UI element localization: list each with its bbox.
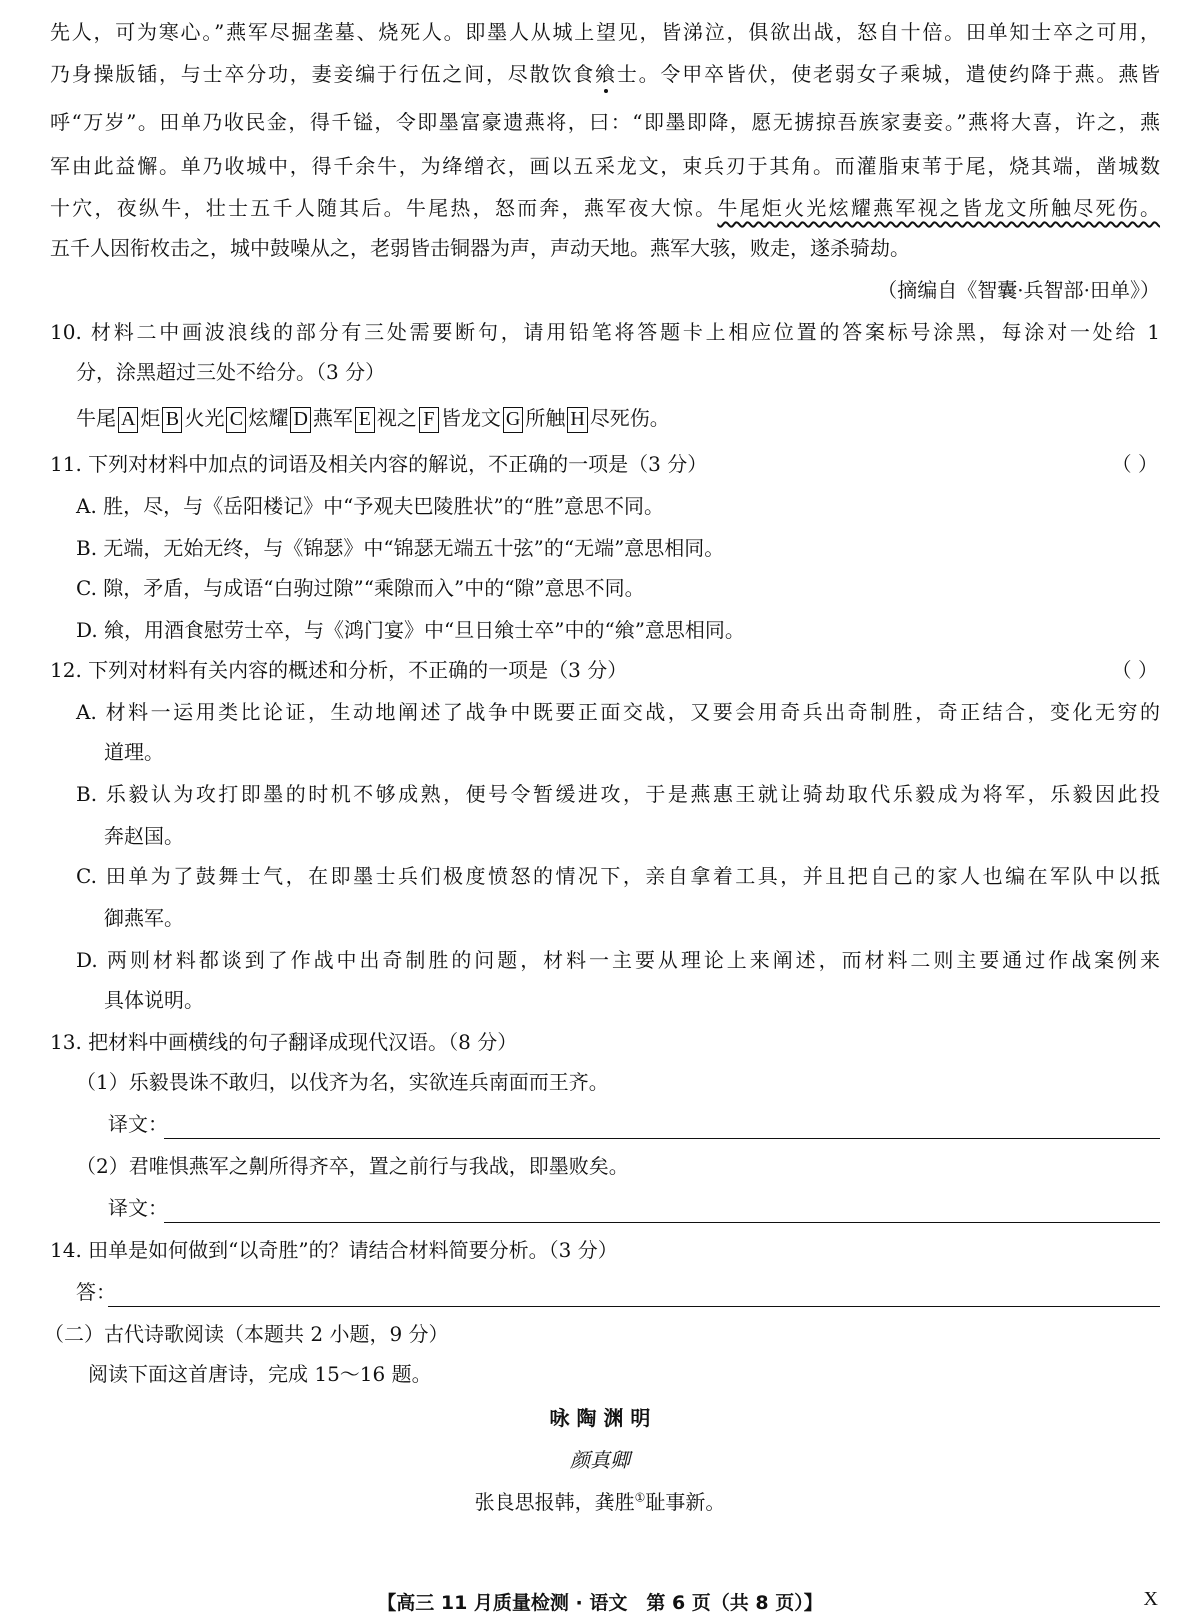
q10-mark-f[interactable]: F [419,407,439,433]
q10-options [76,404,1160,433]
q11-answer-paren: （ ） [1111,452,1158,476]
footnote-marker: ① [634,1490,646,1505]
poem-title: 咏 陶 渊 明 [549,1406,651,1430]
q10-segment: 火光 [184,406,225,430]
q10-segment: 炬 [140,406,161,430]
passage-text: 乃身操版锸，与士卒分功，妻妾编于行伍之间，尽散饮食 [50,62,595,86]
q12-stem: 12. 下列对材料有关内容的概述和分析，不正确的一项是（3 分） [50,658,628,682]
poem-line-1 [0,1486,1200,1515]
wavy-underlined-sentence: 牛尾炬火光炫耀燕军视之皆龙文所触尽死伤。 [717,196,1161,220]
passage-line-5 [50,194,1160,222]
passage-line-1: 先人，可为寒心。”燕军尽掘垄墓、烧死人。即墨人从城上望见，皆涕泣，俱欲出战，怒自十倍。田单知士卒之可用， [50,20,1160,44]
q10-segment: 皆龙文 [440,406,501,430]
passage-line-6: 五千人因衔枚击之，城中鼓噪从之，老弱皆击铜器为声，声动天地。燕军大骇，败走，遂杀骑劫。 [50,236,910,260]
q10-segment: 视之 [376,406,417,430]
q10-mark-a[interactable]: A [118,407,138,433]
poem-text: 耻事新。 [645,1490,726,1514]
q10-segment: 燕军 [312,406,353,430]
q12-answer-paren: （ ） [1111,658,1158,682]
q10-segment: 所触 [525,406,566,430]
q11-option-c: C. 隙，矛盾，与成语“白驹过隙”“乘隙而入”中的“隙”意思不同。 [76,576,645,600]
passage-source: （摘编自《智囊·兵智部·田单》） [877,278,1160,302]
q12-option-c-line-2: 御燕军。 [104,906,184,930]
q11-stem: 11. 下列对材料中加点的词语及相关内容的解说，不正确的一项是（3 分） [50,452,708,476]
passage-text: 十穴，夜纵牛，壮士五千人随其后。牛尾热，怒而奔，燕军夜大惊。 [50,196,718,220]
q10-mark-e[interactable]: E [355,407,375,433]
section-2-title: （二）古代诗歌阅读（本题共 2 小题，9 分） [44,1322,449,1346]
q10-mark-h[interactable]: H [567,407,587,433]
passage-line-4: 军由此益懈。单乃收城中，得千余牛，为绛缯衣，画以五采龙文，束兵刃于其角。而灌脂束苇于尾，烧其端，凿城数 [50,154,1160,178]
page-footer: 【高三 11 月质量检测 · 语文 第 6 页（共 8 页）】 [377,1592,823,1614]
q11-option-d: D. 飨，用酒食慰劳士卒，与《鸿门宴》中“旦日飨士卒”中的“飨”意思相同。 [76,618,745,642]
q10-mark-c[interactable]: C [226,407,246,433]
q10-mark-b[interactable]: B [162,407,182,433]
q10-segment: 牛尾 [76,406,116,430]
q13-stem: 13. 把材料中画横线的句子翻译成现代汉语。（8 分） [50,1030,518,1054]
q11-option-a: A. 胜，尽，与《岳阳楼记》中“予观夫巴陵胜状”的“胜”意思不同。 [76,494,665,518]
q12-option-b-line-2: 奔赵国。 [104,824,184,848]
q11-option-b: B. 无端，无始无终，与《锦瑟》中“锦瑟无端五十弦”的“无端”意思相同。 [76,536,725,560]
dotted-char: 飨 [595,62,617,86]
passage-line-3: 呼“万岁”。田单乃收民金，得千镒，令即墨富豪遗燕将，曰：“即墨即降，愿无掳掠吾族家妻妾。”燕将大喜，许之，燕 [50,110,1160,134]
q14-answer-line[interactable] [108,1280,1160,1307]
paper-version-mark: X [1143,1588,1158,1610]
q12-option-d-line-1: D. 两则材料都谈到了作战中出奇制胜的问题，材料一主要从理论上来阐述，而材料二则主要通过作战案例来 [76,948,1160,972]
q14-answer-label: 答： [76,1280,116,1304]
q10-stem-line-2: 分，涂黑超过三处不给分。（3 分） [76,360,386,384]
q12-option-a-line-2: 道理。 [104,740,164,764]
q12-option-d-line-2: 具体说明。 [104,988,204,1012]
q12-option-c-line-1: C. 田单为了鼓舞士气，在即墨士兵们极度愤怒的情况下，亲自拿着工具，并且把自己的家人也编在军队中以抵 [76,864,1160,888]
q13-sentence-1: （1）乐毅畏诛不敢归，以伐齐为名，实欲连兵南面而王齐。 [76,1070,609,1094]
q13-translation-line-2[interactable] [164,1196,1160,1223]
q13-sentence-2: （2）君唯惧燕军之劓所得齐卒，置之前行与我战，即墨败矣。 [76,1154,629,1178]
q10-segment: 炫耀 [248,406,289,430]
passage-text: 士。令甲卒皆伏，使老弱女子乘城，遣使约降于燕。燕皆 [616,62,1161,86]
q12-option-a-line-1: A. 材料一运用类比论证，生动地阐述了战争中既要正面交战，又要会用奇兵出奇制胜，奇正结合，变化无穷的 [76,700,1160,724]
q10-mark-d[interactable]: D [290,407,310,433]
poem-author: 颜真卿 [570,1448,630,1472]
q14-stem: 14. 田单是如何做到“以奇胜”的？请结合材料简要分析。（3 分） [50,1238,618,1262]
q13-translation-label-2: 译文： [108,1196,168,1220]
section-2-intro: 阅读下面这首唐诗，完成 15～16 题。 [88,1362,432,1386]
q10-mark-g[interactable]: G [503,407,523,433]
q13-translation-line-1[interactable] [164,1112,1160,1139]
q10-stem-line-1: 10. 材料二中画波浪线的部分有三处需要断句，请用铅笔将答题卡上相应位置的答案标号涂黑，每涂对一处给 1 [50,320,1160,344]
poem-text: 张良思报韩，龚胜 [474,1490,635,1514]
q10-segment: 尽死伤。 [589,406,670,430]
q13-translation-label-1: 译文： [108,1112,168,1136]
q12-option-b-line-1: B. 乐毅认为攻打即墨的时机不够成熟，便号令暂缓进攻，于是燕惠王就让骑劫取代乐毅成为将军，乐毅因此投 [76,782,1160,806]
passage-line-2 [50,60,1160,88]
